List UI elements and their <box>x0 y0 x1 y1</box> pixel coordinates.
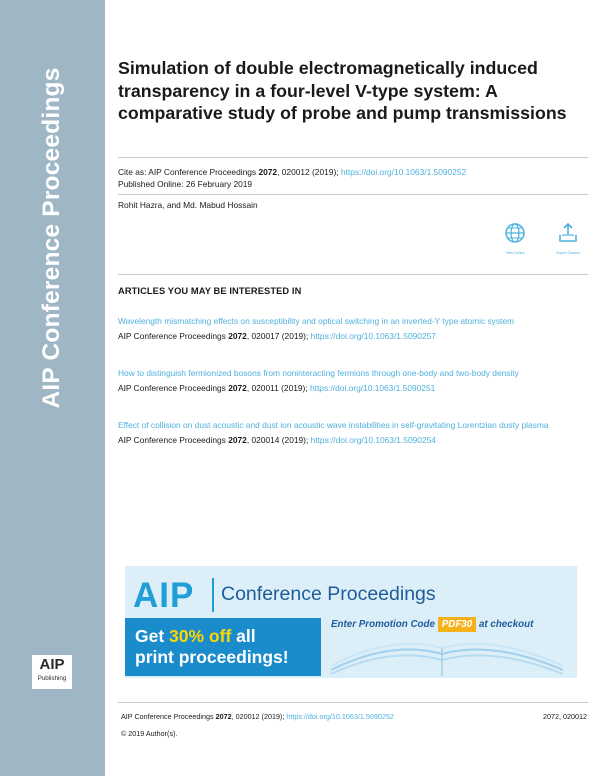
related-volume: 2072 <box>228 435 247 445</box>
footer-divider <box>118 702 588 703</box>
cite-volume: 2072 <box>258 167 278 177</box>
related-volume: 2072 <box>228 331 247 341</box>
divider <box>118 194 588 195</box>
sidebar <box>0 0 105 776</box>
cite-prefix: Cite as: AIP Conference Proceedings <box>118 167 257 177</box>
export-citation-button[interactable] <box>548 222 588 255</box>
promo-post: at checkout <box>478 619 534 630</box>
related-article-cite <box>118 434 588 446</box>
view-online-button[interactable] <box>495 222 535 255</box>
footer-copyright: © 2019 Author(s). <box>121 729 178 738</box>
related-journal: AIP Conference Proceedings <box>118 383 226 393</box>
published-date: Published Online: 26 February 2019 <box>118 179 253 189</box>
cite-doi-link[interactable]: https://doi.org/10.1063/1.5090252 <box>340 167 467 177</box>
related-article-cite <box>118 382 588 394</box>
logo-publishing-text: Publishing <box>37 675 67 682</box>
offer-line2: print proceedings! <box>135 647 289 667</box>
related-article-cite <box>118 330 588 342</box>
banner-aip-logo: AIP <box>133 576 195 615</box>
promo-banner[interactable] <box>125 566 577 678</box>
aip-publishing-logo[interactable] <box>32 655 72 689</box>
offer-box <box>125 618 321 676</box>
paper-title: Simulation of double electromagnetically induced transparency in a four-level V-type system: A comparative study of probe and pump transmissions <box>118 58 567 123</box>
promo-pre: Enter Promotion Code <box>331 619 435 630</box>
footer-volume: 2072 <box>215 712 232 721</box>
author-list: Rohit Hazra, and Md. Mabud Hossain <box>118 200 258 210</box>
export-citation-label: Export Citation <box>556 251 580 255</box>
sidebar-title: AIP Conference Proceedings <box>38 67 65 409</box>
related-journal: AIP Conference Proceedings <box>118 435 226 445</box>
related-article-title-link[interactable]: Effect of collision on dust acoustic and dust ion acoustic wave instabilities in self-gravitating Lorentzian dusty plasma <box>118 420 549 430</box>
related-article-title-link[interactable]: How to distinguish fermionized bosons from noninteracting fermions through one-body and two-body density <box>118 368 519 378</box>
cite-as-line <box>118 166 466 178</box>
promo-code-line <box>331 617 533 632</box>
cite-rest: , 020012 (2019); <box>277 167 339 177</box>
related-article <box>118 311 588 342</box>
offer-line1-post: all <box>231 626 256 646</box>
related-article-title-link[interactable]: Wavelength mismatching effects on susceptibility and optical switching in an inverted-Y type atomic system <box>118 316 514 326</box>
banner-product-name: Conference Proceedings <box>221 583 436 605</box>
related-cite-rest: , 020014 (2019); <box>246 435 309 445</box>
view-online-label: View Online <box>505 251 525 255</box>
footer-page-number: 2072, 020012 <box>543 712 587 721</box>
divider <box>118 157 588 158</box>
related-journal: AIP Conference Proceedings <box>118 331 226 341</box>
related-cite-rest: , 020017 (2019); <box>246 331 309 341</box>
related-cite-rest: , 020011 (2019); <box>246 383 308 393</box>
related-doi-link[interactable]: https://doi.org/10.1063/1.5090254 <box>310 435 436 445</box>
banner-divider <box>212 578 214 612</box>
footer-doi-link[interactable]: https://doi.org/10.1063/1.5090252 <box>286 712 394 721</box>
promo-code-badge: PDF30 <box>438 617 477 632</box>
related-article <box>118 363 588 394</box>
offer-line1-pre: Get <box>135 626 170 646</box>
offer-percent: 30% off <box>169 626 232 646</box>
export-icon <box>557 222 579 244</box>
globe-icon <box>504 222 526 244</box>
related-articles-heading: ARTICLES YOU MAY BE INTERESTED IN <box>118 286 302 296</box>
divider <box>118 274 588 275</box>
related-volume: 2072 <box>228 383 247 393</box>
related-doi-link[interactable]: https://doi.org/10.1063/1.5090251 <box>310 383 436 393</box>
footer-cite-rest: , 020012 (2019); <box>231 712 285 721</box>
related-doi-link[interactable]: https://doi.org/10.1063/1.5090257 <box>310 331 436 341</box>
offer-text <box>135 626 289 668</box>
related-article <box>118 415 588 446</box>
footer-journal: AIP Conference Proceedings <box>121 712 214 721</box>
logo-aip-text: AIP <box>39 656 65 673</box>
footer-citation <box>121 712 394 722</box>
